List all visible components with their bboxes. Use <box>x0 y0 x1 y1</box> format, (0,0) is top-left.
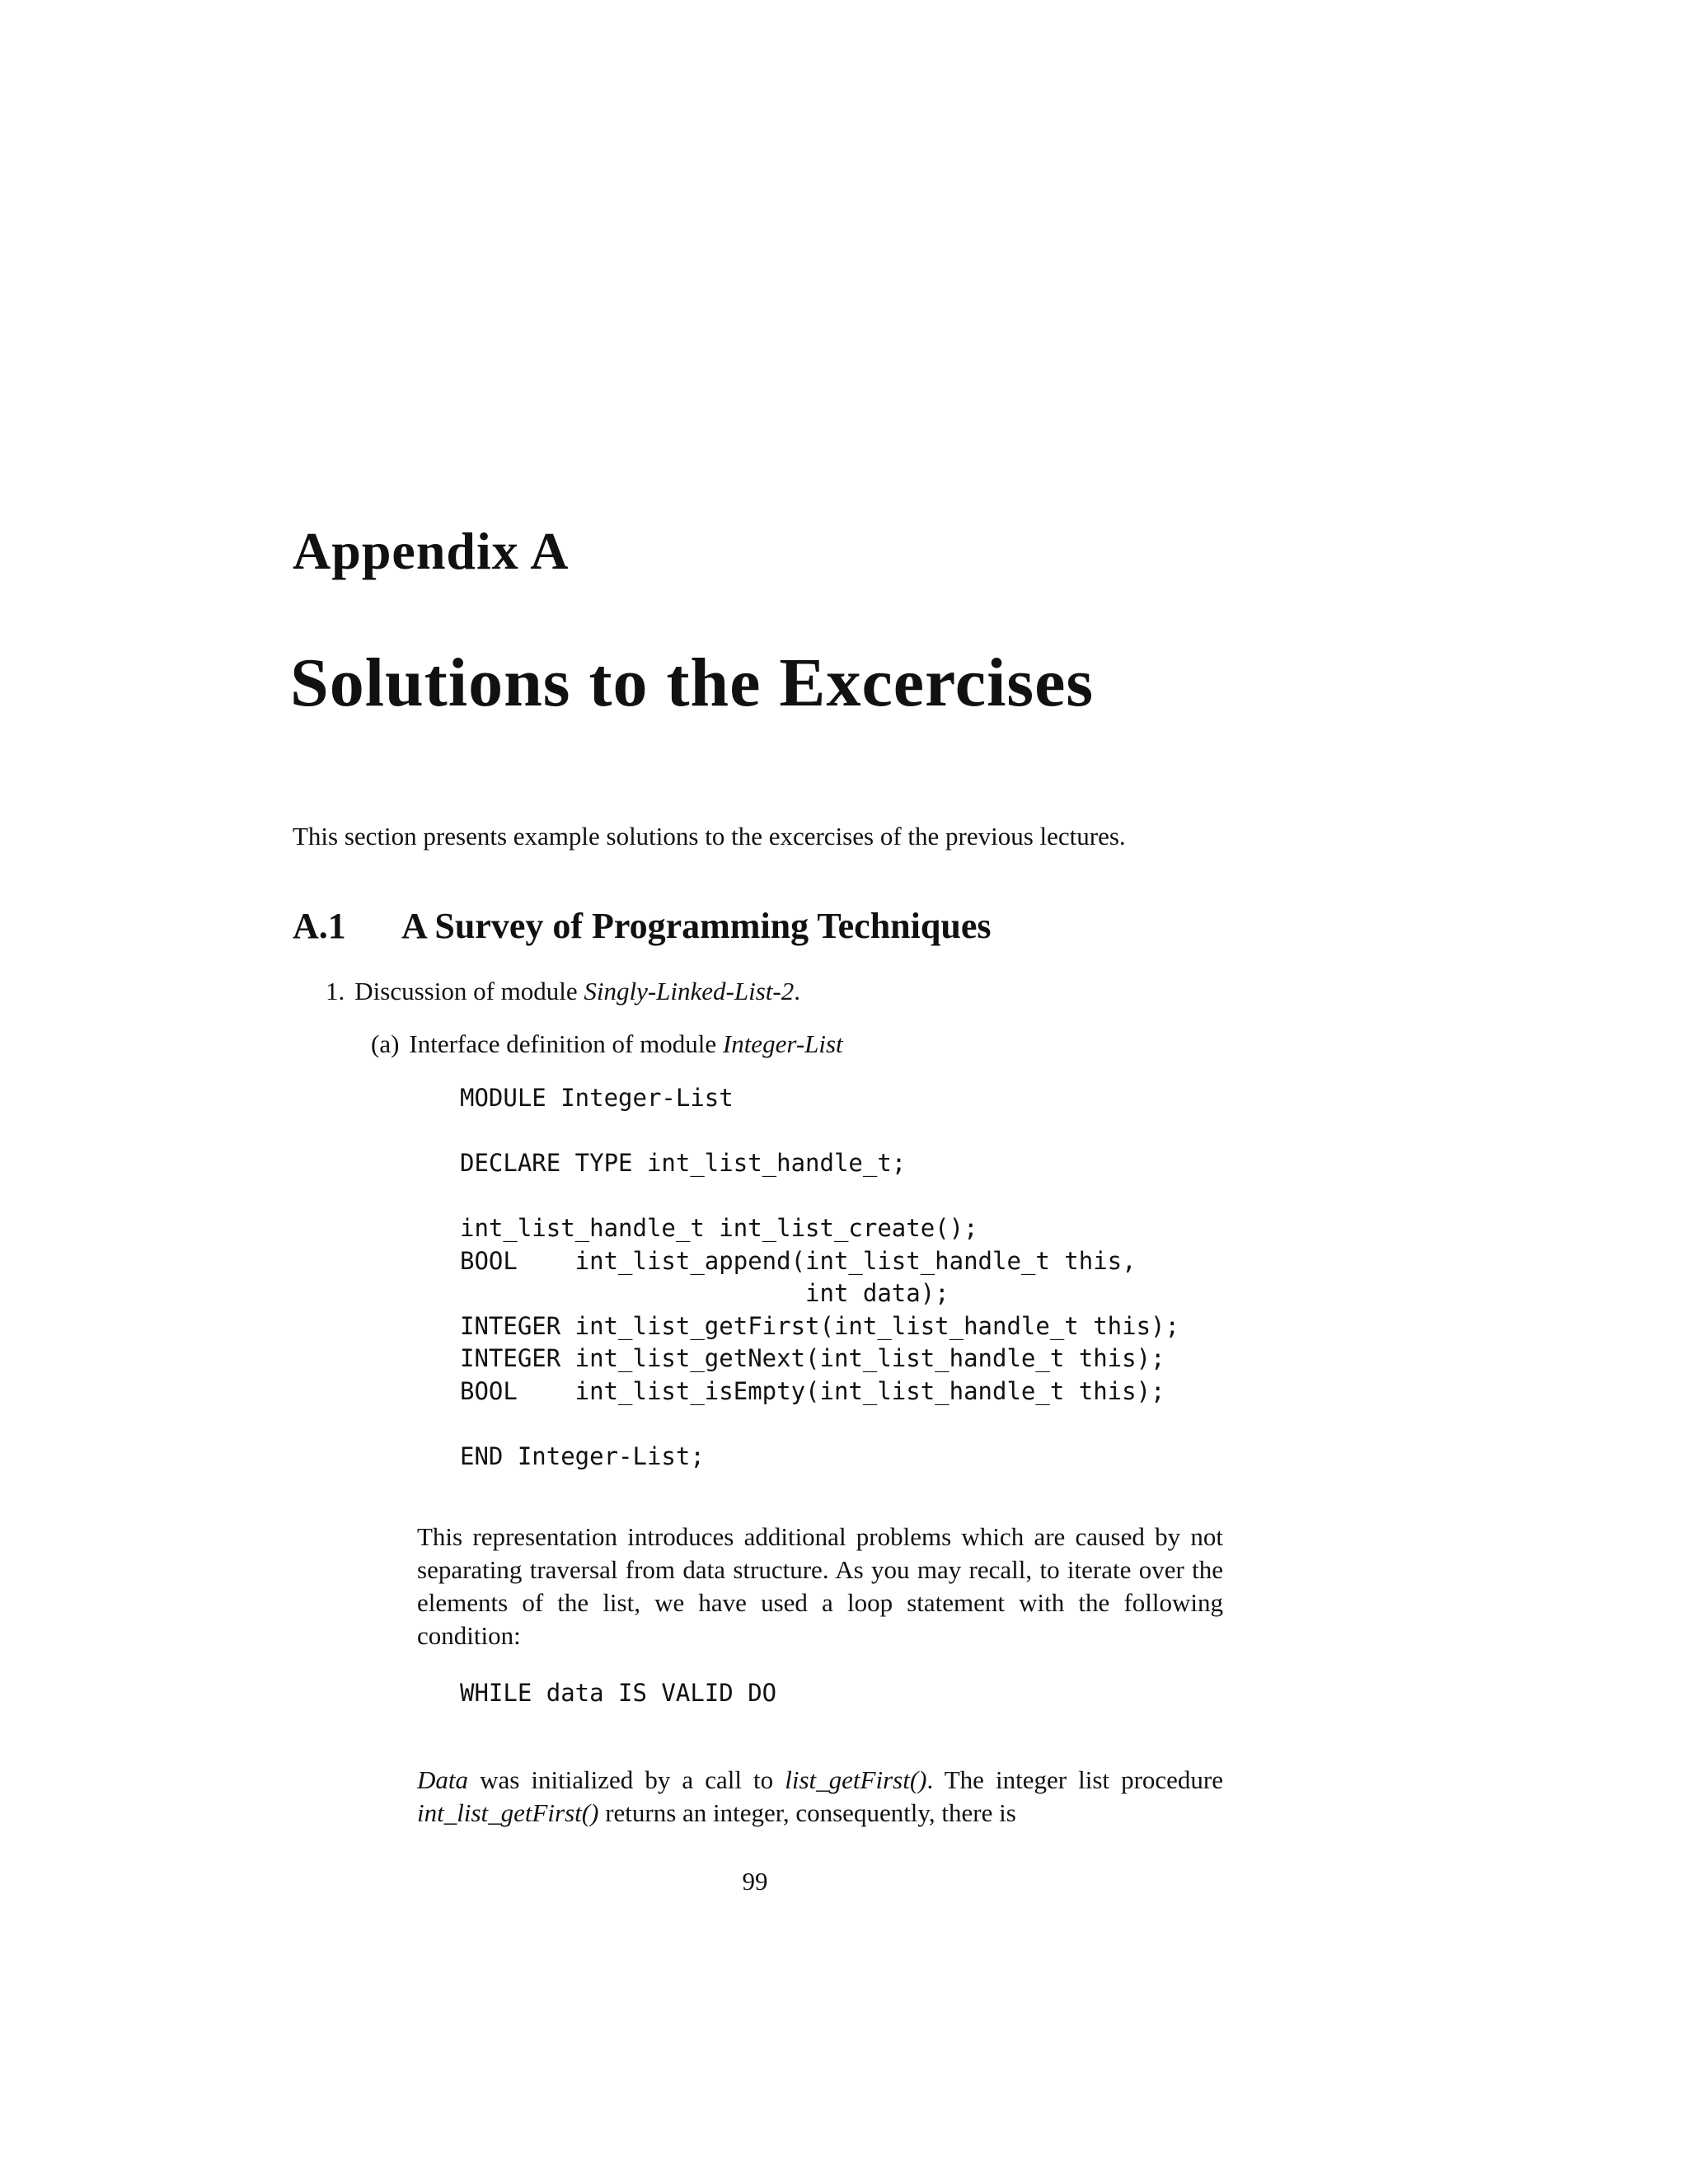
body-paragraph: This representation introduces additional problems which are caused by not separating traversal from data structure. As you may recall, to iterate over the elements of the list, we have used a loop statement with the following condition: <box>417 1522 1223 1650</box>
section-number: A.1 <box>293 906 346 946</box>
code-block-interface: MODULE Integer-List DECLARE TYPE int_list_handle_t; int_list_handle_t int_list_create(); BOOL int_list_append(int_list_handle_t this, int data); INTEGER int_list_getFirst(int_list_handle_t this); INTEGER int_list_getNext(int_list_handle_t this); BOOL int_list_isEmpty(int_list_handle_t this); END Integer-List; <box>460 1084 1179 1470</box>
emphasis-data: Data <box>417 1765 468 1794</box>
paragraph-text: . The integer list procedure <box>926 1765 1224 1794</box>
sublist-item-text: Interface definition of module <box>409 1029 723 1058</box>
sublist-marker: (a) <box>371 1029 400 1058</box>
list-item-end: . <box>794 977 800 1005</box>
section-title: A Survey of Programming Techniques <box>401 906 992 946</box>
section-heading <box>293 905 991 947</box>
list-item-1 <box>326 977 800 1006</box>
page-number: 99 <box>742 1867 768 1896</box>
module-name: Integer-List <box>722 1029 843 1058</box>
paragraph-text: returns an integer, consequently, there is <box>598 1798 1016 1827</box>
function-name: list_getFirst() <box>785 1765 927 1794</box>
list-item-text: Discussion of module <box>354 977 584 1005</box>
function-name: int_list_getFirst() <box>417 1798 599 1827</box>
sublist-item-a <box>371 1029 843 1059</box>
intro-paragraph: This section presents example solutions to the excercises of the previous lectures. <box>293 822 1126 851</box>
body-paragraph <box>417 1764 1223 1830</box>
list-marker: 1. <box>326 977 345 1005</box>
paragraph-text: was initialized by a call to <box>468 1765 785 1794</box>
code-block-condition: WHILE data IS VALID DO <box>460 1679 777 1707</box>
module-name: Singly-Linked-List-2 <box>584 977 795 1005</box>
chapter-title: Solutions to the Excercises <box>290 644 1095 721</box>
chapter-label: Appendix A <box>293 522 570 580</box>
